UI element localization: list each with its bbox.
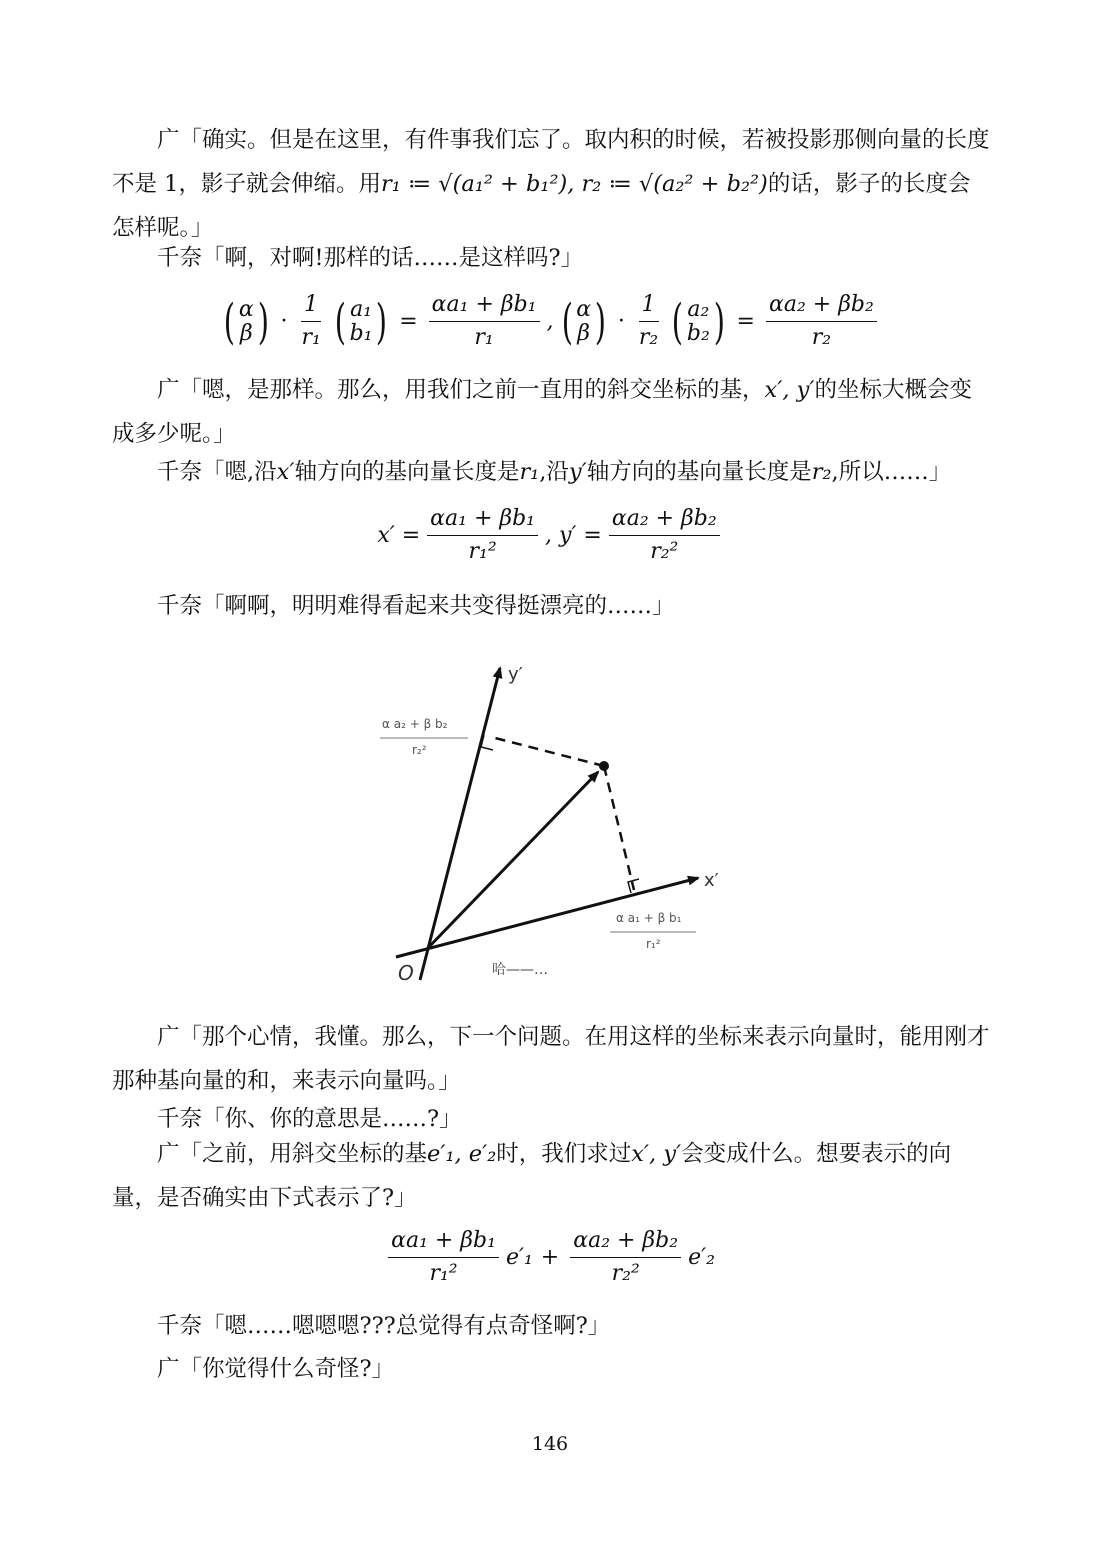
oblique-coordinate-figure [360,650,740,990]
equation-inner-product: ( α β ) · $\frac{1}{\text{r₁}}$ ( a₁ b₁ ) = $\frac{\text{αa₁ + βb₁}}{\text{r₁}}$ , ( α β ) · $\frac{1}{\text{r₂}}$ ( a₂ b₂ ) = $\frac{\text{αa₂ + βb₂}}{\text{r₂}}$ [0,292,1100,351]
paragraph-3: 广「嗯，是那样。那么，用我们之前一直用的斜交坐标的基，x′, y′的坐标大概会变成多少呢。」 [112,377,972,447]
projection-to-x [604,766,634,890]
paragraph-9: 千奈「嗯……嗯嗯嗯???总觉得有点奇怪啊?」 [157,1313,611,1339]
equation-coordinates: x′ = $\frac{\text{αa₁ + βb₁}}{\text{r₁²}}$ , y′ = $\frac{\text{αa₂ + βb₂}}{\text{r₂²}}$ [0,506,1100,565]
x-prime-label: x′ [704,870,719,891]
x-projection-numerator: α a₁ + β b₁ [616,911,682,925]
paragraph-5: 千奈「啊啊，明明难得看起来共变得挺漂亮的……」 [157,593,675,619]
vector-a1-b1: ( a₁ b₁ ) [334,293,388,350]
paragraph-2 [112,236,992,280]
projection-to-y [495,738,604,766]
paragraph-7: 千奈「你、你的意思是……?」 [157,1106,462,1132]
p2-text: 千奈「啊，对啊!那样的话……是这样吗?」 [157,245,584,271]
paragraph-6: 广「那个心情，我懂。那么，下一个问题。在用这样的坐标来表示向量时，能用刚才那种基向量的和，来表示向量吗。」 [112,1024,990,1094]
y-projection-numerator: α a₂ + β b₂ [382,717,448,731]
figure-caption: 哈——… [492,962,548,978]
vector-alpha-beta: ( α β ) [223,293,269,350]
y-projection-denominator: r₂² [412,743,427,757]
vector-a2-b2: ( a₂ b₂ ) [671,293,725,350]
page-number: 146 [531,1433,569,1455]
origin-label: O [398,961,414,985]
p1-text-b: 的话，影子的长度会怎样呢。」 [112,171,971,241]
right-angle-y [481,735,493,750]
equation-basis-sum: $\frac{\text{αa₁ + βb₁}}{\text{r₁²}}$ e′₁ + $\frac{\text{αa₂ + βb₂}}{\text{r₂²}}$ e′₂ [0,1228,1100,1287]
r-definitions: r₁ ≔ √(a₁² + b₁²), r₂ ≔ √(a₂² + b₂²) [380,171,768,197]
x-projection-denominator: r₁² [646,937,661,951]
paragraph-4: 千奈「嗯,沿x′轴方向的基向量长度是r₁,沿y′轴方向的基向量长度是r₂,所以……」 [157,459,952,485]
vector-alpha-beta-2: ( α β ) [561,293,607,350]
paragraph-8: 广「之前，用斜交坐标的基e′₁, e′₂时，我们求过x′, y′会变成什么。想要表示的向量，是否确实由下式表示了?」 [112,1141,952,1211]
p1-text-a: 广「确实。但是在这里，有件事我们忘了。取内积的时候，若被投影那侧向量的长度不是 1，影子就会伸缩。用 [112,127,990,197]
y-prime-label: y′ [508,664,523,685]
paragraph-10: 广「你觉得什么奇怪?」 [157,1356,395,1382]
paragraph-1 [112,118,992,250]
